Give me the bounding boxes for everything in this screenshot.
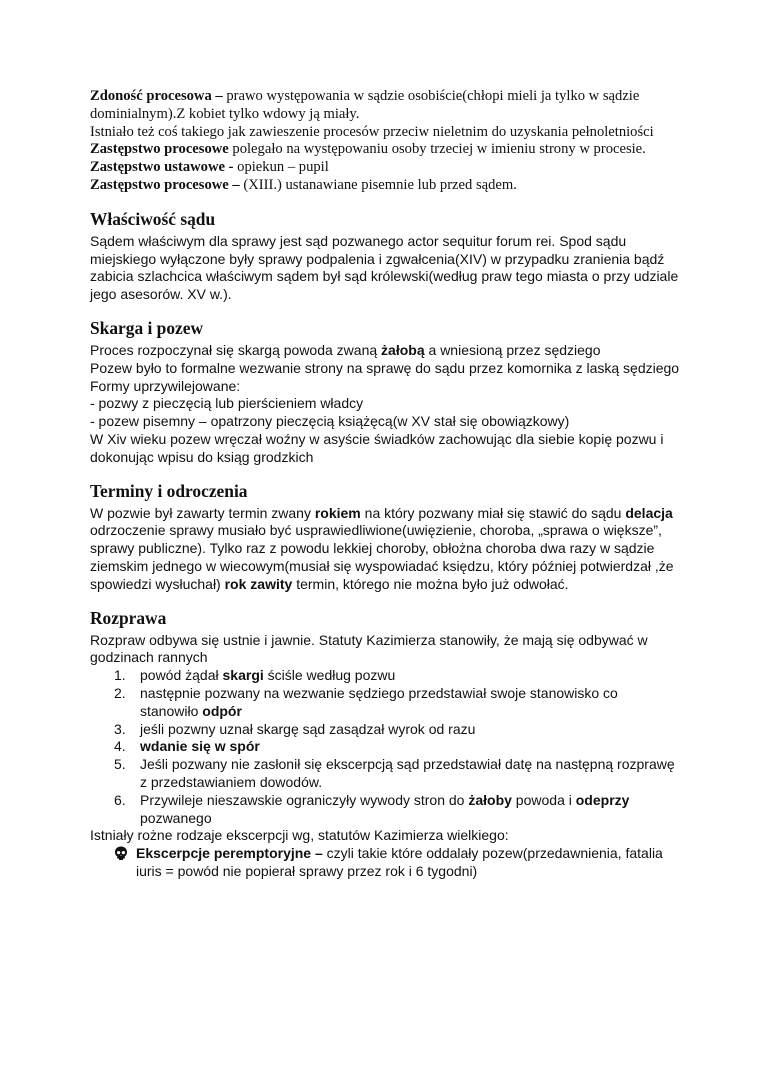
section-skarga (90, 342, 680, 467)
line-skarga-6: W Xiv wieku pozew wręczał woźny w asyście świadków zachowując dla siebie kopię pozwu i dokonując wpisu do ksiąg grodzkich (90, 430, 664, 465)
term: Zdoność procesowa – (90, 88, 227, 104)
paragraph-rozprawa-intro: Rozpraw odbywa się ustnie i jawnie. Statuty Kazimierza stanowiły, że mają się odbywać w godzinach rannych (90, 631, 648, 666)
term: Zastępstwo ustawowe - (90, 159, 238, 176)
heading-wlasciwosc: Właściwość sądu (90, 208, 216, 229)
line-skarga-5: - pozew pisemny – opatrzony pieczęcią książęcą(w XV stał się obowiązkowy) (90, 413, 570, 430)
text: opiekun – pupil (237, 159, 329, 176)
rozprawa-list (90, 667, 680, 827)
heading-terminy: Terminy i odroczenia (90, 480, 248, 501)
term: Zastępstwo procesowe (90, 141, 229, 158)
line-skarga-4: - pozwy z pieczęcią lub pierścieniem władcy (90, 395, 364, 412)
heading-rozprawa: Rozprawa (90, 607, 167, 628)
term: Zastępstwo procesowe – (90, 176, 244, 193)
paragraph-wlasciwosc: Sądem właściwym dla sprawy jest sąd pozwanego actor sequitur forum rei. Spod sądu miejskiego wyłączone były sprawy podpalenia i zgwałcenia(XIV) w przypadku zranienia bądź zabicia szlachcica właściwym sądem był sąd królewski(według praw tego miasta o przy udziale jego asesorów. XV w.). (90, 232, 679, 303)
paragraph-zastepstwo-procesowe (90, 141, 680, 159)
text: (XIII.) ustanawiane pisemnie lub przed sądem. (243, 176, 517, 193)
line-skarga-3: Formy uprzywilejowane: (90, 377, 241, 394)
paragraph-rozprawa-outro: Istniały rożne rodzaje ekscerpcji wg, statutów Kazimierza wielkiego: (90, 827, 509, 844)
paragraph-zastepstwo-procesowe-2 (90, 177, 680, 195)
text: prawo występowania w sądzie osobiście(chłopi mieli ja tylko w sądzie dominialnym).Z kobiet tylko wdowy ją miały. (90, 88, 640, 122)
heading-skarga: Skarga i pozew (90, 317, 204, 338)
text: polegało na występowaniu osoby trzeciej w imieniu strony w procesie. (228, 141, 646, 158)
skull-icon (114, 846, 128, 861)
list-item: 4. wdanie się w spór (114, 738, 260, 755)
paragraph-zastepstwo-ustawowe (90, 159, 680, 177)
list-item: 5. Jeśli pozwany nie zasłonił się ekscerpcją sąd przedstawiał datę na następną rozprawę z przedstawianiem dowodów. (114, 756, 675, 790)
section-rozprawa (90, 632, 680, 881)
paragraph-zdolnosc (90, 88, 680, 124)
line-skarga-1: Proces rozpoczynał się skargą powoda zwaną żałobą a wniesioną przez sędziego (90, 341, 601, 358)
paragraph-zawieszenie: Istniało też coś takiego jak zawieszenie procesów przeciw nieletnim do uzyskania pełnoletniości (90, 123, 654, 140)
list-item: 2. następnie pozwany na wezwanie sędziego przedstawiał swoje stanowisko co stanowiło odpór (114, 684, 618, 719)
list-item: 1. powód żądał skargi ściśle według pozwu (114, 667, 396, 684)
bullet-item-ekscerpcje: Ekscerpcje peremptoryjne – czyli takie które oddalały pozew(przedawnienia, fatalia iuris = powód nie popierał sprawy przez rok i 6 tygodni) (90, 845, 680, 881)
paragraph-terminy: W pozwie był zawarty termin zwany rokiem na który pozwany miał się stawić do sądu delacja odrzoczenie sprawy musiało być usprawiedliwione(uwięzienie, choroba, „sprawa o większe”, sprawy publiczne). Tylko raz z powodu lekkiej choroby, obłożna choroba dwa razy w sądzie ziemskim jednego w wiecowym(musiał się wyspowiadać księdzu, który później potwierdzał ,że spowiedzi wysłuchał) rok zawity termin, którego nie można było już odwołać. (90, 504, 674, 592)
list-item: 3. jeśli pozwny uznał skargę sąd zasądzał wyrok od razu (114, 720, 476, 737)
line-skarga-2: Pozew było to formalne wezwanie strony na sprawę do sądu przez komornika z laską sędziego (90, 359, 680, 376)
list-item: 6. Przywileje nieszawskie ograniczyły wywody stron do żałoby powoda i odeprzy pozwanego (114, 791, 630, 826)
